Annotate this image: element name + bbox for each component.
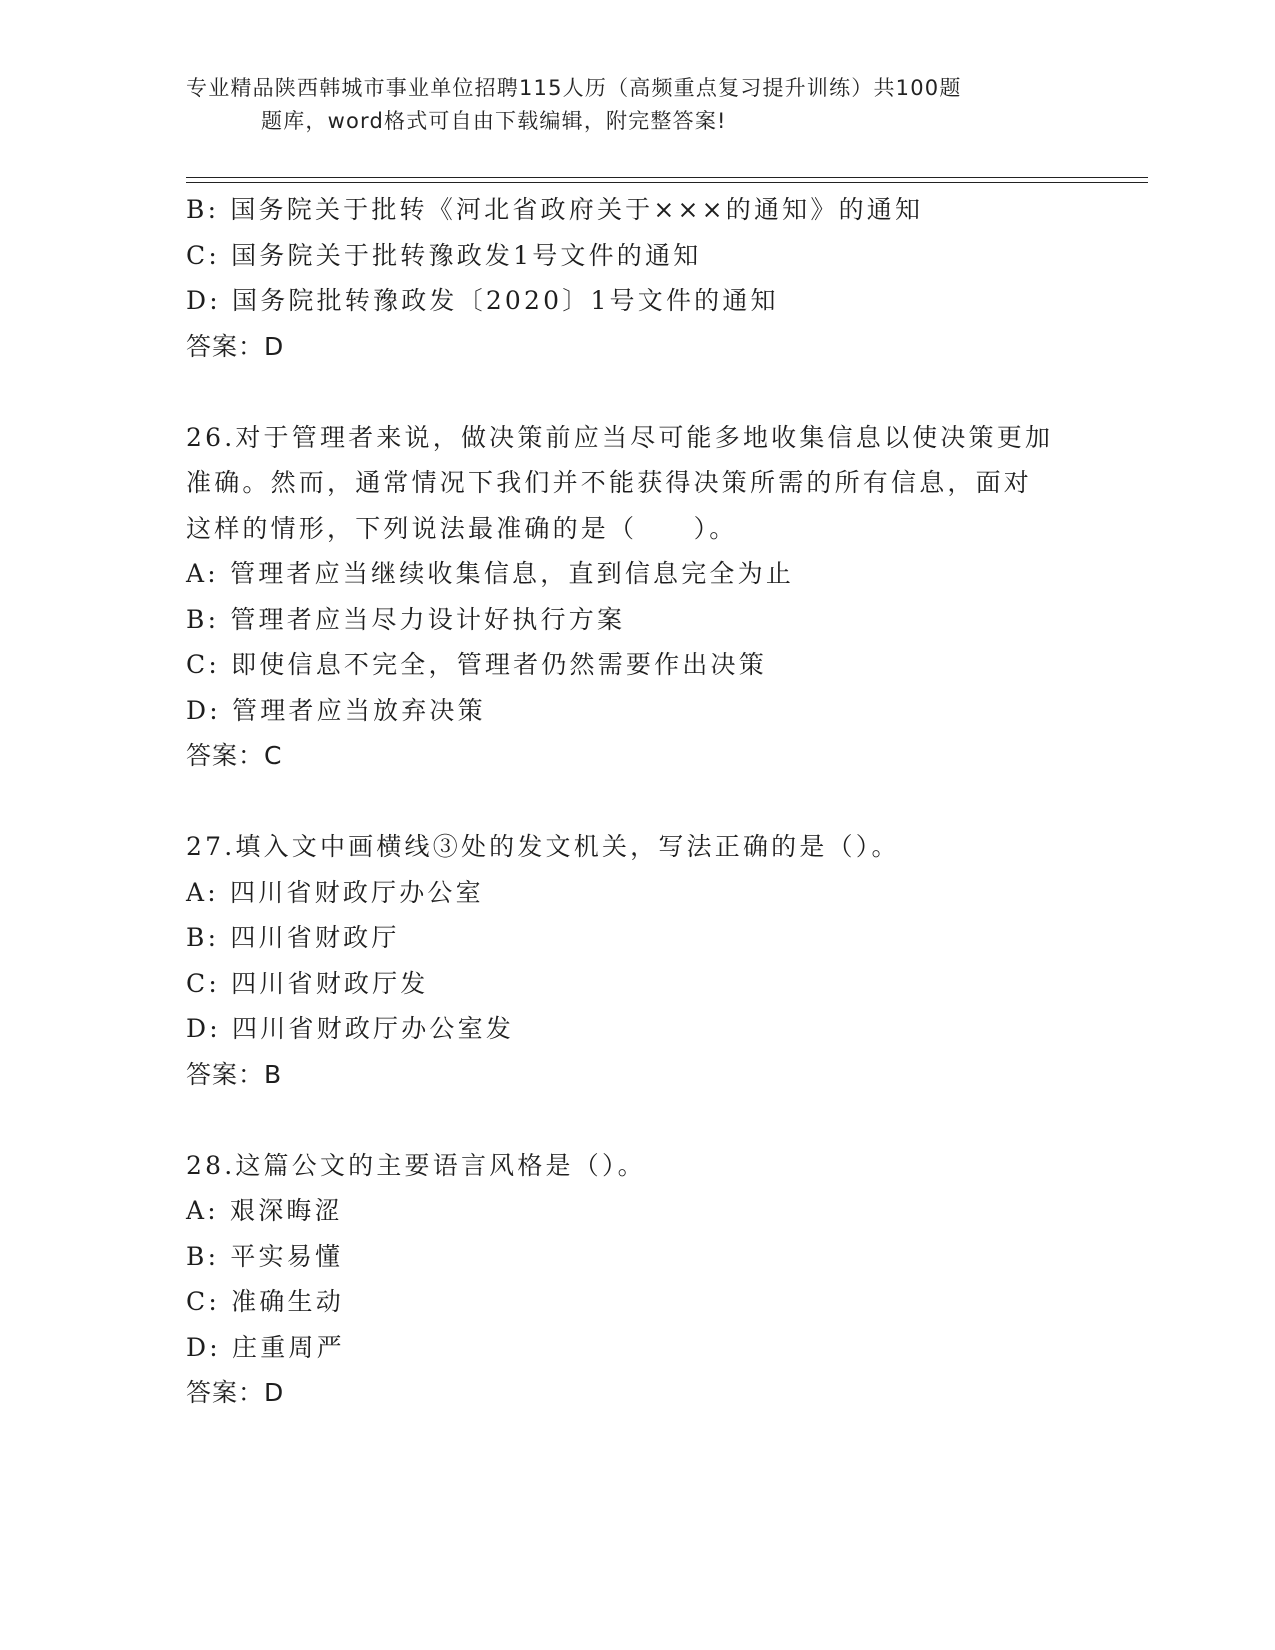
- question-25: [186, 187, 1086, 369]
- option-c: C: 国务院关于批转豫政发1号文件的通知: [186, 240, 702, 270]
- question-list: [186, 187, 1086, 1416]
- document-header: [186, 72, 1076, 138]
- answer: 答案：C: [186, 741, 283, 770]
- question-26: [186, 415, 1086, 779]
- question-28: [186, 1143, 1086, 1416]
- option-d: D: 国务院批转豫政发〔2020〕1号文件的通知: [186, 286, 779, 315]
- question-27: [186, 824, 1086, 1097]
- option-a: A: 艰深晦涩: [186, 1196, 343, 1225]
- spacer: [186, 779, 1086, 825]
- answer: 答案：B: [186, 1059, 283, 1089]
- header-divider-top: [186, 177, 1148, 178]
- question-stem: 26.对于管理者来说，做决策前应当尽可能多地收集信息以使决策更加: [186, 422, 1054, 452]
- option-b: B: 平实易懂: [186, 1241, 344, 1271]
- question-stem: 27.填入文中画横线③处的发文机关，写法正确的是（）。: [186, 832, 900, 861]
- option-a: A: 四川省财政厅办公室: [186, 877, 484, 907]
- option-c: C: 即使信息不完全，管理者仍然需要作出决策: [186, 650, 767, 679]
- option-b: B: 四川省财政厅: [186, 923, 400, 952]
- spacer: [186, 1097, 1086, 1143]
- option-d: D: 管理者应当放弃决策: [186, 695, 486, 725]
- answer: 答案：D: [186, 331, 285, 361]
- option-c: C: 准确生动: [186, 1287, 344, 1316]
- option-d: D: 庄重周严: [186, 1332, 345, 1362]
- option-d: D: 四川省财政厅办公室发: [186, 1014, 515, 1043]
- spacer: [186, 369, 1086, 415]
- option-c: C: 四川省财政厅发: [186, 968, 429, 998]
- answer: 答案：D: [186, 1378, 285, 1407]
- question-stem: 28.这篇公文的主要语言风格是（）。: [186, 1150, 646, 1180]
- option-b: B: 管理者应当尽力设计好执行方案: [186, 604, 626, 634]
- header-line-2: 题库，word格式可自由下载编辑，附完整答案!: [261, 109, 727, 133]
- header-line-1: 专业精品陕西韩城市事业单位招聘115人历（高频重点复习提升训练）共100题: [186, 76, 962, 100]
- header-divider-bottom: [186, 182, 1148, 183]
- question-stem: 准确。然而，通常情况下我们并不能获得决策所需的所有信息，面对: [186, 468, 1033, 497]
- option-b: B: 国务院关于批转《河北省政府关于×××的通知》的通知: [186, 195, 924, 224]
- option-a: A: 管理者应当继续收集信息，直到信息完全为止: [186, 559, 795, 588]
- question-stem: 这样的情形，下列说法最准确的是（ ）。: [186, 513, 738, 543]
